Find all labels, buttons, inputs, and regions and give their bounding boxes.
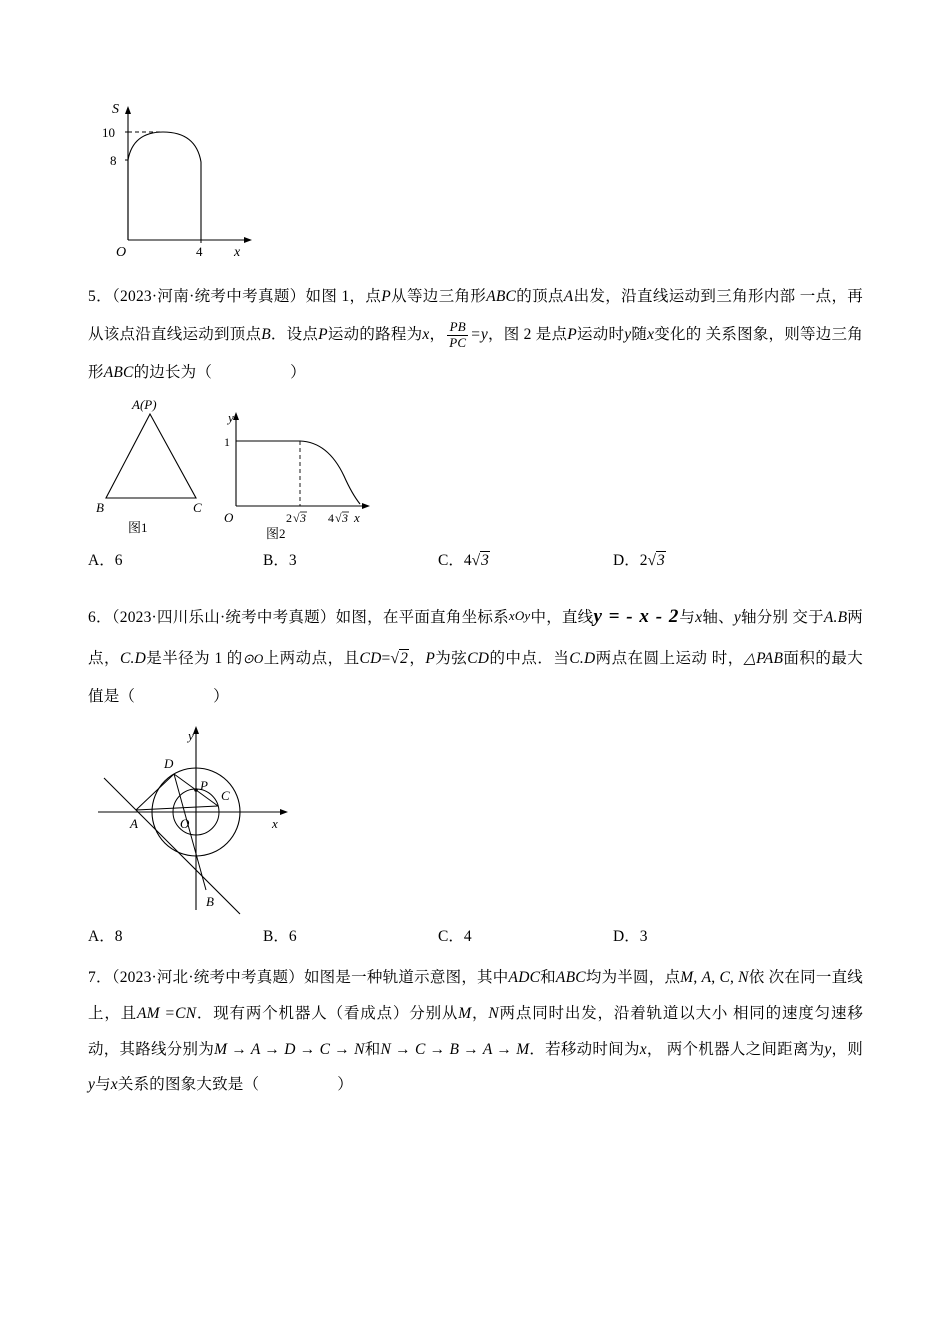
q6-choices (88, 924, 863, 946)
radical-icon: √ (647, 551, 656, 569)
q5-choice-b[interactable] (263, 548, 438, 570)
q5-xtick1-rad: 3 (300, 510, 306, 525)
q5-comma: ， (429, 325, 446, 343)
q6-line2a: 交于 (792, 608, 824, 626)
q7-x2: x (110, 1076, 118, 1094)
q5-line2f: 随 (631, 325, 648, 343)
q7-line3b: 和 (364, 1040, 381, 1058)
q7-abc: ABC (555, 969, 586, 987)
q5-choice-d[interactable] (613, 548, 788, 570)
q7-route1: M → A → D → C → N (214, 1040, 365, 1058)
q7-line3d: ， (646, 1040, 663, 1058)
q5-line2a: 一点，再从该点沿直线运动到顶点 (88, 288, 864, 343)
q5-line3b: 的边长为（ (133, 363, 213, 381)
q5-p2: P (318, 325, 328, 343)
q7-line4b: ，则 (831, 1040, 864, 1058)
q6-choice-b-value: 6 (288, 928, 297, 946)
q5-xtick2-coef: 4 (328, 510, 334, 525)
q7-a: A (701, 969, 712, 987)
q5-frac-den: PC (449, 334, 467, 350)
q5-fraction-pb-pc (447, 320, 468, 351)
q7-line2b: ．现有两个机器人（看成点）分别从 (196, 1005, 459, 1023)
q6-t2: 与 (679, 608, 696, 626)
q5-a1: A (563, 288, 574, 305)
q6-point-B: B (206, 894, 214, 910)
q6-choice-c-value: 4 (463, 928, 472, 946)
q6-line2c: 是半径为 1 的 (145, 650, 243, 668)
q6-y1: y (733, 608, 741, 626)
s-graph-svg (88, 100, 348, 260)
q6-line3b: 面积的最大值是（ (88, 650, 863, 706)
q6-x1: x (695, 608, 703, 626)
q5-p3: P (567, 325, 577, 343)
q6-cd: C.D (119, 650, 146, 668)
q6-y-axis-label: y (188, 728, 194, 744)
q6-point-A: A (130, 816, 138, 832)
q6-line2e: ， (409, 650, 426, 668)
q6-point-P: P (200, 778, 208, 794)
q5-t1: 从等边三角形 (390, 288, 487, 305)
question-5 (88, 278, 863, 392)
q7-y1: y (824, 1040, 832, 1058)
q5-choice-a-value: 6 (114, 551, 123, 569)
q6-lead: ．（2023·四川乐山·统考中考真题）如图，在平面直角坐标系 (95, 608, 509, 626)
q6-choice-a[interactable] (88, 924, 263, 946)
q5-choice-c[interactable] (438, 548, 613, 570)
q5-choice-c-key: C． (438, 551, 464, 569)
q6-choice-b[interactable] (263, 924, 438, 946)
q5-choice-a-key: A． (88, 551, 115, 569)
q7-am-cn: AM =CN (137, 1005, 197, 1023)
q7-line3a: 相同的速度匀速移动，其路线分别为 (88, 1005, 864, 1058)
q6-line2f: 为弦 (435, 650, 468, 668)
q7-m1: M (680, 969, 694, 987)
question-6 (88, 594, 863, 716)
q5-line2c: 运动的路程为 (327, 325, 423, 343)
q5-figures-svg (88, 398, 508, 546)
y-tick-8: 8 (110, 153, 117, 168)
q7-c: C (719, 969, 730, 987)
q7-n1: N (738, 969, 749, 987)
q5-choices (88, 548, 863, 570)
q5-line3c: ） (290, 363, 306, 381)
q6-cd-eq-num: CD (359, 650, 382, 668)
q7-line4a: 两个机器人之间距离为 (666, 1040, 825, 1058)
q5-line2g: 变化的 (654, 325, 702, 343)
q5-choice-c-coef: 4 (463, 551, 472, 569)
q6-figure-svg (88, 720, 418, 920)
q5-graph-x-label: x (354, 509, 360, 525)
y-tick-10: 10 (102, 125, 115, 140)
q5-t3: 出发，沿直线运动到三角形内部 (573, 288, 796, 305)
q7-x1: x (639, 1040, 647, 1058)
q5-abc: ABC (486, 288, 517, 305)
q7-comma2: ， (471, 1005, 489, 1023)
q5-xtick1-coef: 2 (286, 510, 292, 525)
q7-line4e: ） (337, 1076, 353, 1094)
x-tick-4: 4 (196, 244, 203, 259)
q5-lead: ．（2023·河南·统考中考真题）如图 1，点 (95, 288, 382, 305)
q6-line2d: 上两动点，且 (263, 650, 360, 668)
q6-point-C: C (221, 788, 230, 804)
q5-b1: B (261, 325, 271, 343)
figure-q5 (88, 398, 863, 546)
q6-t3: 轴、 (702, 608, 734, 626)
q5-abc2: ABC (103, 363, 134, 381)
page-content (88, 100, 863, 1103)
q5-xtick1-radsign: √ (293, 510, 300, 525)
q6-xoy: xOy (508, 607, 531, 623)
figure-q6 (88, 720, 863, 920)
q5-triangle-apex: A(P) (132, 397, 157, 412)
q6-line3c: ） (213, 688, 229, 706)
q5-choice-d-coef: 2 (639, 551, 648, 569)
q5-choice-a[interactable] (88, 548, 263, 570)
q7-line4d: 关系的图象大致是（ (117, 1076, 260, 1094)
q5-line2d: ，图 2 是点 (488, 325, 568, 343)
radical-icon: √ (471, 551, 481, 569)
q6-equation: y = - x - 2 (593, 605, 680, 627)
q7-lead: ．（2023·河北·统考中考真题）如图是一种轨道示意图，其中 (95, 969, 509, 987)
q6-x-axis-label: x (272, 816, 278, 832)
origin-label: O (116, 245, 127, 260)
q7-y2: y (88, 1076, 96, 1094)
q6-choice-c[interactable] (438, 924, 613, 946)
q6-choice-d[interactable] (613, 924, 788, 946)
q5-xtick2-radsign: √ (335, 510, 342, 525)
q5-caption2: 图2 (266, 525, 286, 541)
q6-t1: 中，直线 (530, 608, 594, 626)
q5-xtick2-rad: 3 (342, 510, 348, 525)
q5-triangle-left: B (96, 499, 104, 515)
q5-y1: y (624, 325, 632, 343)
q6-line2g: 的中点．当 (489, 650, 570, 668)
q7-m2: M (458, 1005, 472, 1023)
q6-choice-b-key: B． (263, 928, 289, 946)
q7-t1: 和 (540, 969, 556, 987)
q5-choice-d-sqrt (640, 552, 666, 570)
q6-cd-eq-rad: 2 (400, 650, 409, 668)
radical-icon: √ (390, 650, 400, 668)
q6-choice-a-value: 8 (114, 928, 123, 946)
q7-n2: N (488, 1005, 499, 1023)
q5-choice-b-value: 3 (288, 551, 297, 569)
q5-graph-y-label: y (228, 409, 234, 425)
q5-line2e: 运动时 (576, 325, 625, 343)
q6-point-D: D (164, 756, 174, 772)
q7-line3c: ．若移动时间为 (529, 1040, 640, 1058)
q6-choice-d-key: D． (613, 928, 640, 946)
q6-choice-d-value: 3 (639, 928, 648, 946)
q6-choice-a-key: A． (88, 928, 115, 946)
q6-cd-equation: CD=√2 (359, 650, 409, 668)
question-7: 7．（2023·河北·统考中考真题）如图是一种轨道示意图，其中ADC和ABC均为半圆，点M, A, C, N依 次在同一直线上，且AM =CN．现有两个机器人（看成点）分别从M，N两点同时出发，沿着轨道以大小 相同的速度匀速移动，其路线分别为M → A → D → C → N和N → C → B → A → M．若移动时间为x， 两个机器人之间距离为y，则y与x关系的图象大致是（ ） (88, 969, 864, 1094)
q6-ab: A.B (823, 608, 848, 626)
q6-number: 6 (88, 608, 96, 626)
q5-t2: 的顶点 (516, 288, 564, 305)
q7-line2c: 两点同时出发，沿着轨道以大小 (498, 1005, 729, 1023)
q5-x1: x (422, 325, 430, 343)
q5-choice-d-radicand: 3 (656, 551, 665, 569)
q6-cd2: CD (467, 650, 490, 668)
q5-number: 5 (88, 288, 96, 305)
q5-choice-c-radicand: 3 (481, 551, 489, 569)
q5-x2: x (647, 325, 655, 343)
figure-s-graph (88, 100, 863, 260)
q7-route2: N → C → B → A → M (380, 1040, 530, 1058)
q7-number: 7 (88, 969, 96, 987)
q6-choice-c-key: C． (438, 928, 464, 946)
q5-caption1: 图1 (128, 519, 148, 535)
q5-p1: P (381, 288, 391, 305)
q6-t4: 轴分别 (740, 608, 789, 626)
q7-line2a: 次在同一直线上，且 (88, 969, 864, 1023)
q6-p1: P (425, 650, 436, 668)
q7-adc: ADC (508, 969, 541, 987)
q6-line2h: 两点在圆上运动 (595, 650, 708, 668)
q6-circle-o: ⊙O (242, 651, 264, 667)
q5-triangle-right: C (193, 499, 202, 515)
s-axis-label: S (112, 102, 119, 117)
q6-triangle-pab: △PAB (743, 650, 784, 668)
q6-cd3: C.D (569, 650, 596, 668)
q6-line3a: 时， (711, 650, 744, 668)
q5-choice-b-key: B． (263, 551, 289, 569)
q5-choice-c-sqrt (464, 552, 490, 570)
q7-line4c: 与 (95, 1076, 111, 1094)
q6-origin: O (180, 816, 190, 832)
q5-line2b: ．设点 (270, 325, 319, 343)
q6-line2b: 两点， (88, 608, 863, 668)
q7-t2: 均为半圆，点 (585, 969, 681, 987)
q5-frac-num: PB (447, 320, 468, 336)
q5-eq-y: =y (470, 325, 489, 343)
x-axis-label: x (234, 245, 241, 260)
q5-graph-origin: O (224, 509, 234, 525)
q5-line3a: 关系图象，则等边三角形 (88, 325, 863, 381)
q5-choice-d-key: D． (613, 551, 640, 569)
q7-t3: 依 (748, 969, 765, 987)
q5-graph-y-tick: 1 (224, 434, 230, 449)
